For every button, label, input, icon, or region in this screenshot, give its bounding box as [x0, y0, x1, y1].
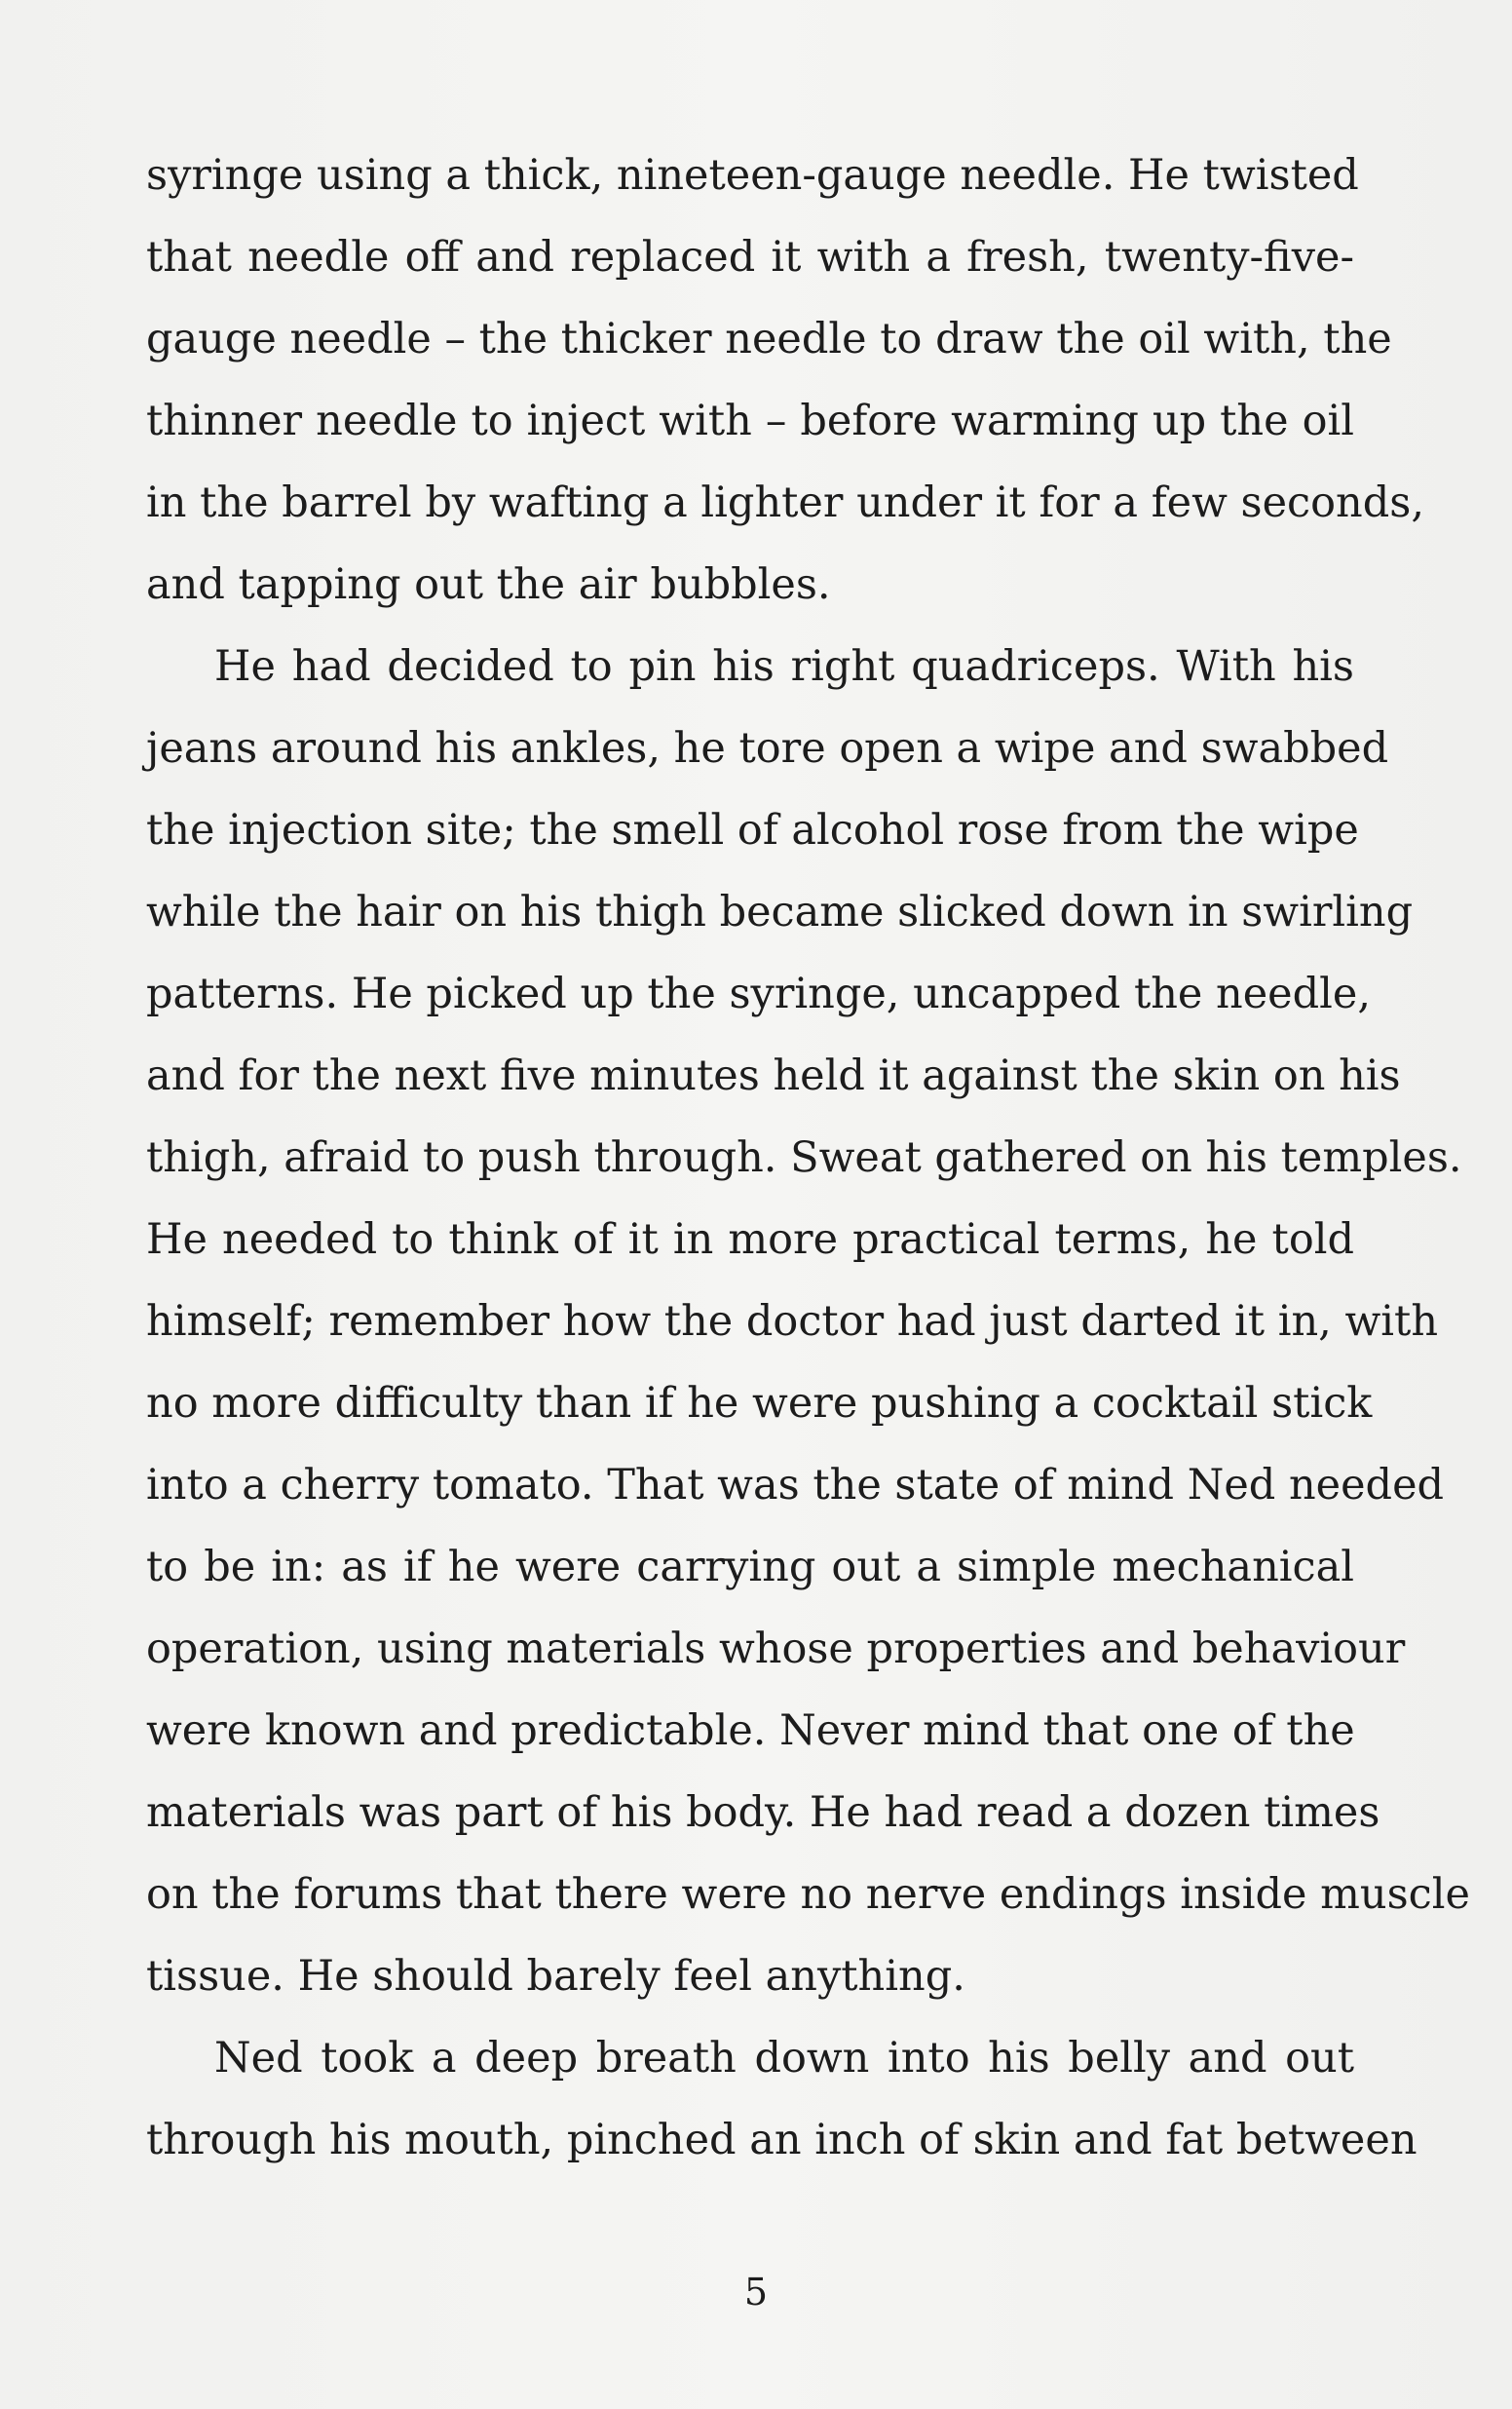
- text-line: and for the next five minutes held it against the skin on his: [146, 1052, 1401, 1100]
- text-line: materials was part of his body. He had read a dozen times: [146, 1788, 1380, 1837]
- text-line: no more difficulty than if he were pushing a cocktail stick: [146, 1379, 1373, 1428]
- paragraph-3: [146, 2017, 1418, 2181]
- text-line: jeans around his ankles, he tore open a wipe and swabbed: [146, 724, 1389, 773]
- text-line: to be in: as if he were carrying out a simple mechanical: [146, 1543, 1354, 1591]
- text-line: were known and predictable. Never mind that one of the: [146, 1706, 1355, 1755]
- text-line: into a cherry tomato. That was the state of mind Ned needed: [146, 1461, 1445, 1510]
- text-line: through his mouth, pinched an inch of skin and fat between: [146, 2116, 1418, 2164]
- paragraph-1: [146, 134, 1424, 626]
- text-line: patterns. He picked up the syringe, uncapped the needle,: [146, 970, 1372, 1018]
- page-number: 5: [743, 2271, 769, 2313]
- text-line: He had decided to pin his right quadriceps. With his: [214, 642, 1354, 691]
- text-line: thinner needle to inject with – before warming up the oil: [146, 397, 1354, 445]
- text-line: on the forums that there were no nerve endings inside muscle: [146, 1870, 1470, 1919]
- text-line: in the barrel by wafting a lighter under it for a few seconds,: [146, 478, 1424, 527]
- text-line: He needed to think of it in more practical terms, he told: [146, 1215, 1354, 1264]
- text-line: thigh, afraid to push through. Sweat gathered on his temples.: [146, 1133, 1462, 1182]
- text-line: gauge needle – the thicker needle to draw the oil with, the: [146, 315, 1392, 363]
- text-line: while the hair on his thigh became slicked down in swirling: [146, 888, 1414, 937]
- text-line: the injection site; the smell of alcohol rose from the wipe: [146, 806, 1359, 855]
- text-line: operation, using materials whose properties and behaviour: [146, 1625, 1406, 1673]
- text-line: and tapping out the air bubbles.: [146, 560, 831, 609]
- paragraph-2: [146, 626, 1470, 2017]
- text-line: syringe using a thick, nineteen-gauge needle. He twisted: [146, 151, 1359, 200]
- text-line: himself; remember how the doctor had just darted it in, with: [146, 1297, 1439, 1346]
- text-line: tissue. He should barely feel anything.: [146, 1952, 965, 2001]
- text-line: that needle off and replaced it with a fresh, twenty-five-: [146, 233, 1354, 282]
- body-text: [146, 134, 1470, 2181]
- text-line: Ned took a deep breath down into his belly and out: [214, 2034, 1354, 2083]
